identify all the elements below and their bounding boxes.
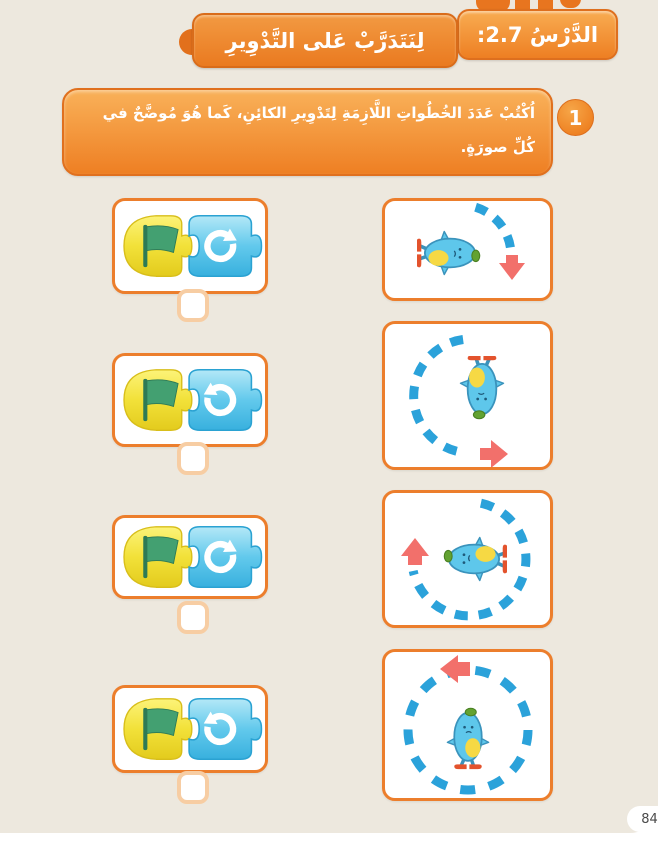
rotate-counterclockwise-icon [189, 699, 261, 760]
question-number-badge [557, 99, 594, 136]
blocks-script-2 [117, 367, 263, 433]
green-flag-icon [124, 527, 192, 588]
green-flag-icon [124, 370, 192, 431]
rotation-illustration-2 [385, 324, 550, 467]
arrow-down-icon [499, 255, 525, 280]
rotate-clockwise-icon [189, 216, 261, 277]
rotation-illustration-4 [385, 652, 550, 798]
sprite-character [460, 355, 503, 418]
rotation-image-card-1 [382, 198, 553, 301]
code-blocks-card-1 [112, 198, 268, 294]
rotate-counterclockwise-icon [189, 370, 261, 431]
green-flag-icon [124, 216, 192, 277]
page-number-pill [627, 806, 672, 832]
lesson-number-box [457, 9, 618, 60]
answer-box-1[interactable] [177, 289, 209, 322]
instruction-text: اُكْتُبْ عَدَدَ الخُطُواتِ اللَّازِمَةِ لِتَدْوِيرِ الكائِنِ، كَما هُوَ مُوضَّحٌ في كُلِّ صورَةٍ. [102, 104, 535, 156]
blocks-script-1 [117, 213, 263, 279]
code-blocks-card-2 [112, 353, 268, 447]
lesson-title-label: لِنَتَدَرَّبْ عَلى التَّدْوِيرِ [225, 28, 425, 53]
answer-box-3[interactable] [177, 601, 209, 634]
rotation-illustration-1 [385, 201, 550, 298]
green-flag-icon [124, 699, 192, 760]
arrow-up-icon [401, 538, 429, 565]
rotation-image-card-4 [382, 649, 553, 801]
blocks-script-4 [117, 696, 263, 762]
code-blocks-card-4 [112, 685, 268, 773]
page-number: 84 [641, 811, 658, 827]
answer-box-2[interactable] [177, 442, 209, 475]
arrow-right-icon [480, 440, 508, 467]
question-number: 1 [568, 105, 583, 130]
dashed-arc [414, 340, 466, 453]
dashed-arc [476, 207, 511, 250]
arrow-left-icon [440, 655, 470, 683]
code-blocks-card-3 [112, 515, 268, 599]
rotation-image-card-2 [382, 321, 553, 470]
blocks-script-3 [117, 524, 263, 590]
answer-box-4[interactable] [177, 771, 209, 804]
sprite-character [416, 231, 479, 274]
instruction-box [62, 88, 553, 176]
lesson-title-box [192, 13, 458, 68]
rotation-image-card-3 [382, 490, 553, 628]
lesson-number-label: الدَّرْسُ 2.7: [476, 22, 599, 47]
sprite-character [447, 708, 488, 769]
sprite-character [444, 537, 507, 580]
rotation-illustration-3 [385, 493, 550, 625]
rotate-clockwise-icon [189, 527, 261, 588]
